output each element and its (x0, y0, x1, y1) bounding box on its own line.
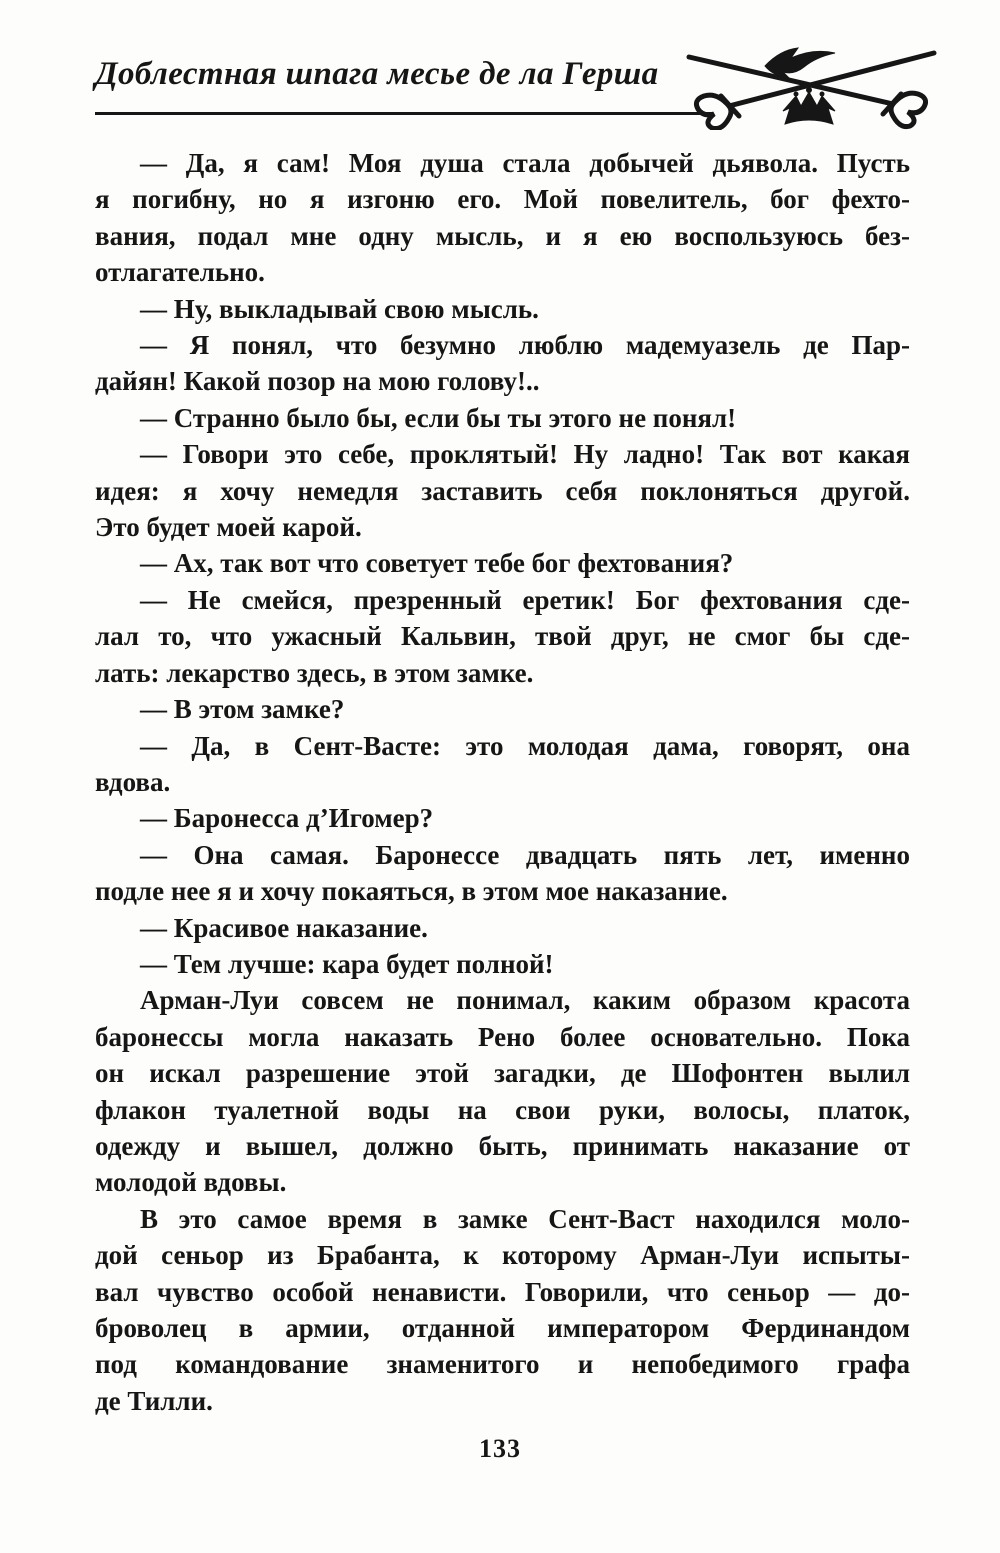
text-line: вал чувство особой ненависти. Говорили, что сеньор — до- (95, 1276, 910, 1307)
paragraph (95, 982, 910, 1200)
text-line: де Тилли. (95, 1385, 213, 1416)
text-line: — В этом замке? (140, 694, 345, 725)
paragraph (95, 728, 910, 801)
text-line: В это самое время в замке Сент-Васт находился моло- (140, 1203, 910, 1234)
text-line: подле нее я и хочу покаяться, в этом мое наказание. (95, 876, 728, 907)
text-line: дайян! Какой позор на мою голову!.. (95, 366, 540, 397)
text-line: — Не смейся, презренный еретик! Бог фехтования сде- (140, 584, 910, 615)
text-line: дой сеньор из Брабанта, к которому Арман-Луи испыты- (95, 1240, 910, 1271)
text-line: молодой вдовы. (95, 1167, 287, 1198)
running-head-title: Доблестная шпага месье де ла Герша (95, 56, 659, 92)
paragraph (95, 291, 910, 327)
header-divider (95, 112, 711, 115)
text-line: Арман-Луи совсем не понимал, каким образом красота (140, 985, 910, 1016)
text-line: баронессы могла наказать Рено более основательно. Пока (95, 1021, 910, 1052)
text-line: — Да, я сам! Моя душа стала добычей дьявола. Пусть (140, 148, 910, 178)
text-line: — Ну, выкладывай свою мысль. (140, 293, 539, 324)
text-line: лать: лекарство здесь, в этом замке. (95, 657, 534, 688)
text-line: отлагательно. (95, 257, 265, 288)
text-line: — Ах, так вот что советует тебе бог фехтования? (140, 548, 734, 579)
text-line: под командование знаменитого и непобедимого графа (95, 1349, 910, 1380)
paragraph (95, 582, 910, 691)
text-line: вания, подал мне одну мысль, и я ею воспользуюсь без- (95, 220, 910, 251)
text-block (95, 145, 910, 1419)
text-line: одежду и вышел, должно быть, принимать наказание от (95, 1130, 910, 1161)
text-line: броволец в армии, отданной императором Фердинандом (95, 1313, 910, 1343)
text-line: я погибну, но я изгоню его. Мой повелитель, бог фехто- (95, 184, 910, 215)
paragraph (95, 1201, 910, 1419)
text-line: вдова. (95, 766, 171, 797)
paragraph (95, 436, 910, 545)
text-line: он искал разрешение этой загадки, де Шофонтен вылил (95, 1058, 910, 1089)
paragraph (95, 400, 910, 436)
paragraph (95, 691, 910, 727)
text-line: флакон туалетной воды на свои руки, волосы, платок, (95, 1094, 910, 1125)
text-line: — Странно было бы, если бы ты этого не понял! (140, 402, 737, 433)
paragraph (95, 910, 910, 946)
text-line: — Да, в Сент-Васте: это молодая дама, говорят, она (140, 730, 910, 761)
text-line: — Баронесса д’Игомер? (140, 803, 434, 834)
text-line: Это будет моей карой. (95, 512, 362, 543)
text-line: — Говори это себе, проклятый! Ну ладно! Так вот какая (140, 439, 910, 470)
text-line: — Она самая. Баронессе двадцать пять лет, именно (140, 839, 910, 870)
paragraph (95, 327, 910, 400)
paragraph (95, 800, 910, 836)
text-line: лал то, что ужасный Кальвин, твой друг, не смог бы сде- (95, 621, 910, 652)
page-number: 133 (479, 1434, 521, 1463)
text-line: — Я понял, что безумно люблю мадемуазель де Пар- (140, 330, 910, 361)
crossed-sabers-bird-crown-emblem-icon (683, 40, 939, 130)
paragraph (95, 837, 910, 910)
text-line: — Красивое наказание. (140, 912, 428, 943)
paragraph (95, 545, 910, 581)
text-line: — Тем лучше: кара будет полной! (140, 948, 554, 979)
paragraph (95, 145, 910, 291)
paragraph (95, 946, 910, 982)
text-line: идея: я хочу немедля заставить себя поклоняться другой. (95, 475, 910, 506)
